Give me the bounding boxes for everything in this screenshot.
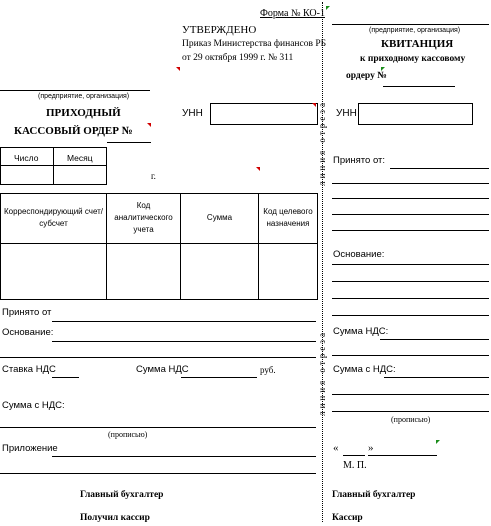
- receipt-basis-line[interactable]: [332, 264, 489, 265]
- receipt-title-line3: ордеру №: [346, 71, 387, 81]
- basis-line[interactable]: [52, 341, 316, 342]
- basis-label: Основание:: [2, 327, 54, 338]
- org-line: [0, 90, 150, 91]
- red-marker: [312, 103, 316, 107]
- receipt-month-line[interactable]: [368, 455, 437, 456]
- receipt-quote-open: «: [333, 442, 339, 454]
- receipt-sum-with-vat-label: Сумма с НДС:: [333, 364, 396, 375]
- table-cell-analytic[interactable]: [107, 244, 179, 298]
- receipt-day-line[interactable]: [343, 455, 365, 456]
- approval-line2: от 29 октября 1999 г. № 311: [182, 53, 294, 63]
- org-caption: (предприятие, организация): [38, 93, 130, 100]
- table-cell-purpose[interactable]: [259, 244, 315, 298]
- receipt-received-line[interactable]: [390, 168, 489, 169]
- receipt-sum-with-vat-line-2[interactable]: [332, 394, 489, 395]
- cut-line: [322, 2, 323, 522]
- receipt-basis-label: Основание:: [333, 249, 385, 260]
- green-marker: [436, 440, 440, 444]
- receipt-sum-with-vat-line-3[interactable]: [332, 411, 489, 412]
- red-marker: [147, 123, 151, 127]
- date-header-day: Число: [14, 153, 39, 163]
- vat-sum-line[interactable]: [181, 377, 257, 378]
- cut-line-label-bottom: линия отреза: [317, 330, 327, 416]
- order-title-line2: КАССОВЫЙ ОРДЕР №: [14, 125, 133, 137]
- receipt-org-caption: (предприятие, организация): [369, 27, 461, 34]
- receipt-received-line-5[interactable]: [332, 230, 489, 231]
- received-from-line[interactable]: [52, 321, 316, 322]
- receipt-received-line-3[interactable]: [332, 198, 489, 199]
- receipt-basis-line-2[interactable]: [332, 281, 489, 282]
- green-marker: [381, 67, 385, 71]
- in-words-caption: (прописью): [108, 430, 148, 439]
- unn-field[interactable]: [210, 103, 318, 125]
- receipt-chief-accountant-label: Главный бухгалтер: [332, 490, 416, 500]
- attachment-label: Приложение: [2, 443, 58, 454]
- receipt-title-line1: КВИТАНЦИЯ: [381, 38, 454, 50]
- attachment-line[interactable]: [52, 456, 316, 457]
- receipt-in-words-caption: (прописью): [391, 415, 431, 424]
- receipt-stamp-label: М. П.: [343, 460, 367, 471]
- form-number: Форма № КО-1: [260, 8, 325, 19]
- table-header-purpose: Код целевого назначения: [263, 207, 313, 228]
- red-marker: [256, 167, 260, 171]
- date-header-month: Месяц: [67, 153, 93, 163]
- cut-line-label-top: линия отреза: [317, 100, 327, 186]
- receipt-sum-with-vat-line[interactable]: [384, 377, 489, 378]
- receipt-basis-line-3[interactable]: [332, 298, 489, 299]
- red-marker: [176, 67, 180, 71]
- table-header-account: Корреспондирующий счет/субсчет: [3, 207, 104, 228]
- received-from-label: Принято от: [2, 307, 52, 318]
- vat-sum-label: Сумма НДС: [136, 364, 189, 375]
- year-suffix: г.: [151, 171, 156, 181]
- receipt-basis-line-4[interactable]: [332, 315, 489, 316]
- order-number-line[interactable]: [107, 142, 151, 143]
- vat-rate-line[interactable]: [52, 377, 79, 378]
- receipt-number-line[interactable]: [383, 86, 455, 87]
- receipt-received-from-label: Принято от:: [333, 155, 386, 166]
- receipt-vat-sum-line-2[interactable]: [332, 355, 489, 356]
- table-cell-sum[interactable]: [181, 244, 257, 298]
- unn-label: УНН: [182, 108, 203, 119]
- cashier-received-label: Получил кассир: [80, 513, 150, 523]
- receipt-org-line: [332, 24, 489, 25]
- receipt-unn-label: УНН: [336, 108, 357, 119]
- rub-label: руб.: [260, 365, 276, 375]
- table-header-sum: Сумма: [206, 213, 233, 222]
- receipt-vat-sum-line[interactable]: [380, 339, 489, 340]
- approval-title: УТВЕРЖДЕНО: [182, 24, 257, 36]
- order-title-line1: ПРИХОДНЫЙ: [46, 107, 121, 119]
- green-marker: [326, 6, 330, 10]
- vat-rate-label: Ставка НДС: [2, 364, 56, 375]
- table-header-analytic: Код аналитического учета: [114, 201, 173, 234]
- receipt-unn-field[interactable]: [358, 103, 473, 125]
- basis-line-2[interactable]: [0, 357, 316, 358]
- approval-line1: Приказ Министерства финансов РБ: [182, 39, 327, 49]
- attachment-line-2[interactable]: [0, 473, 316, 474]
- receipt-cashier-label: Кассир: [332, 513, 363, 523]
- sum-with-vat-line[interactable]: [0, 427, 316, 428]
- table-cell-account[interactable]: [1, 244, 105, 298]
- receipt-title-line2: к приходному кассовому: [360, 54, 466, 64]
- receipt-received-line-4[interactable]: [332, 214, 489, 215]
- receipt-received-line-2[interactable]: [332, 183, 489, 184]
- chief-accountant-label: Главный бухгалтер: [80, 490, 164, 500]
- sum-with-vat-label: Сумма с НДС:: [2, 400, 65, 411]
- receipt-vat-sum-label: Сумма НДС:: [333, 326, 389, 337]
- receipt-quote-close: »: [368, 442, 374, 454]
